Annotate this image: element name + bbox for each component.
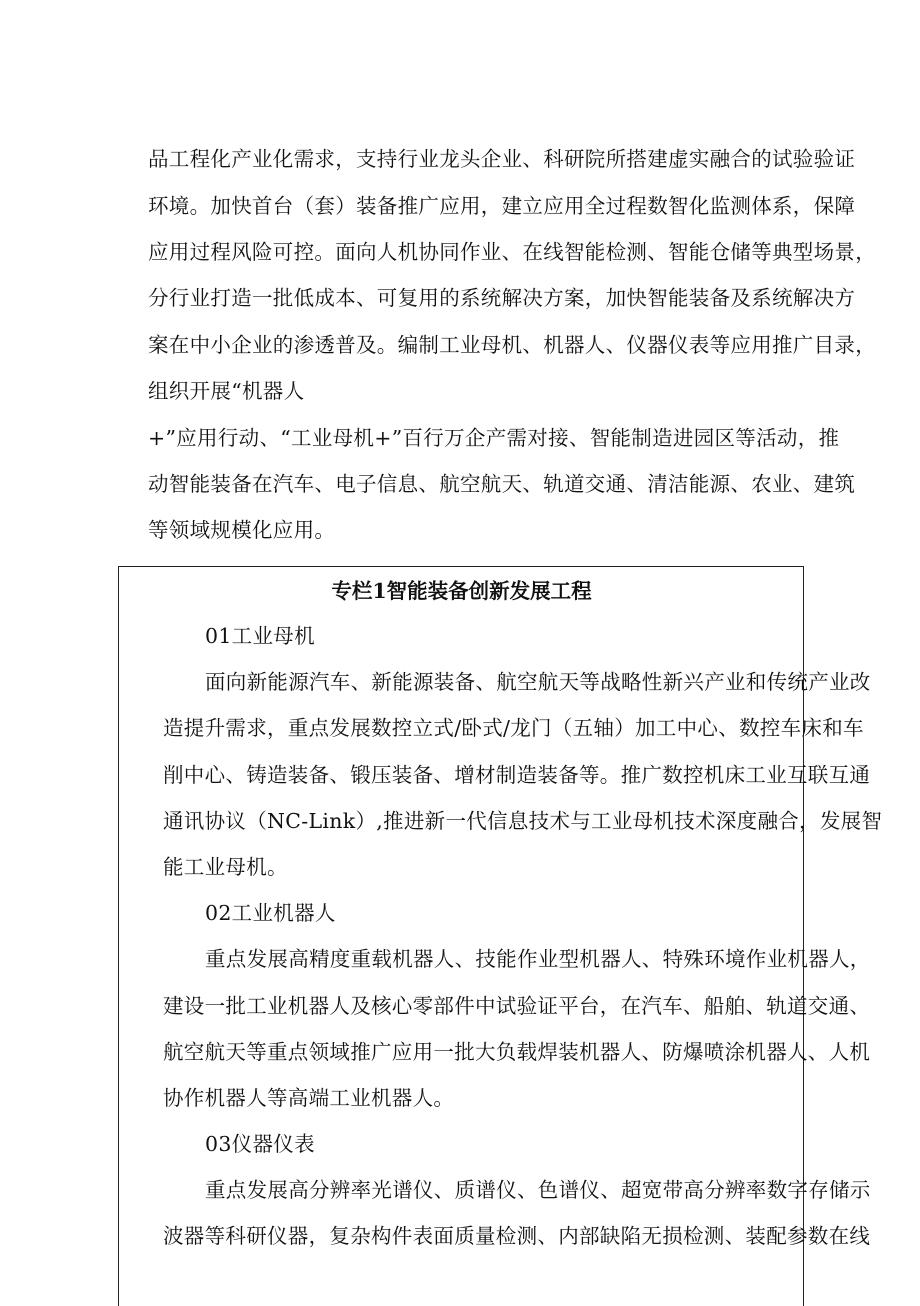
body-line: +”应用行动、“工业母机+”百行万企产需对接、智能制造进园区等活动，推 <box>148 426 840 450</box>
section-heading: 03仪器仪表 <box>205 1132 315 1156</box>
section-line: 建设一批工业机器人及核心零部件中试验证平台，在汽车、船舶、轨道交通、 <box>163 994 871 1018</box>
body-line: 环境。加快首台（套）装备推广应用，建立应用全过程数智化监测体系，保障 <box>148 194 856 218</box>
section-line: 削中心、铸造装备、锻压装备、增材制造装备等。推广数控机床工业互联互通 <box>163 763 871 787</box>
body-line: 案在中小企业的渗透普及。编制工业母机、机器人、仪器仪表等应用推广目录， <box>148 333 876 357</box>
section-line: 面向新能源汽车、新能源装备、航空航天等战略性新兴产业和传统产业改 <box>205 670 871 694</box>
section-line: 造提升需求，重点发展数控立式/卧式/龙门（五轴）加工中心、数控车床和车 <box>163 716 864 740</box>
section-line: 能工业母机。 <box>163 855 288 879</box>
section-heading: 02工业机器人 <box>205 901 336 925</box>
section-line: 通讯协议（NC-Link）,推进新一代信息技术与工业母机技术深度融合，发展智 <box>163 809 883 833</box>
section-line: 重点发展高精度重载机器人、技能作业型机器人、特殊环境作业机器人， <box>205 947 871 971</box>
section-line: 重点发展高分辨率光谱仪、质谱仪、色谱仪、超宽带高分辨率数字存储示 <box>205 1178 871 1202</box>
body-line: 分行业打造一批低成本、可复用的系统解决方案，加快智能装备及系统解决方 <box>148 286 856 310</box>
body-line: 组织开展“机器人 <box>148 379 305 403</box>
section-line: 航空航天等重点领域推广应用一批大负载焊装机器人、防爆喷涂机器人、人机 <box>163 1040 871 1064</box>
column-title: 专栏1智能装备创新发展工程 <box>331 579 592 603</box>
body-line: 等领域规模化应用。 <box>148 518 336 542</box>
section-line: 波器等科研仪器，复杂构件表面质量检测、内部缺陷无损检测、装配参数在线 <box>163 1224 871 1248</box>
section-line: 协作机器人等高端工业机器人。 <box>163 1086 455 1110</box>
body-line: 应用过程风险可控。面向人机协同作业、在线智能检测、智能仓储等典型场景， <box>148 240 876 264</box>
section-heading: 01工业母机 <box>205 624 315 648</box>
body-line: 动智能装备在汽车、电子信息、航空航天、轨道交通、清洁能源、农业、建筑 <box>148 472 856 496</box>
body-line: 品工程化产业化需求，支持行业龙头企业、科研院所搭建虚实融合的试验验证 <box>148 147 856 171</box>
